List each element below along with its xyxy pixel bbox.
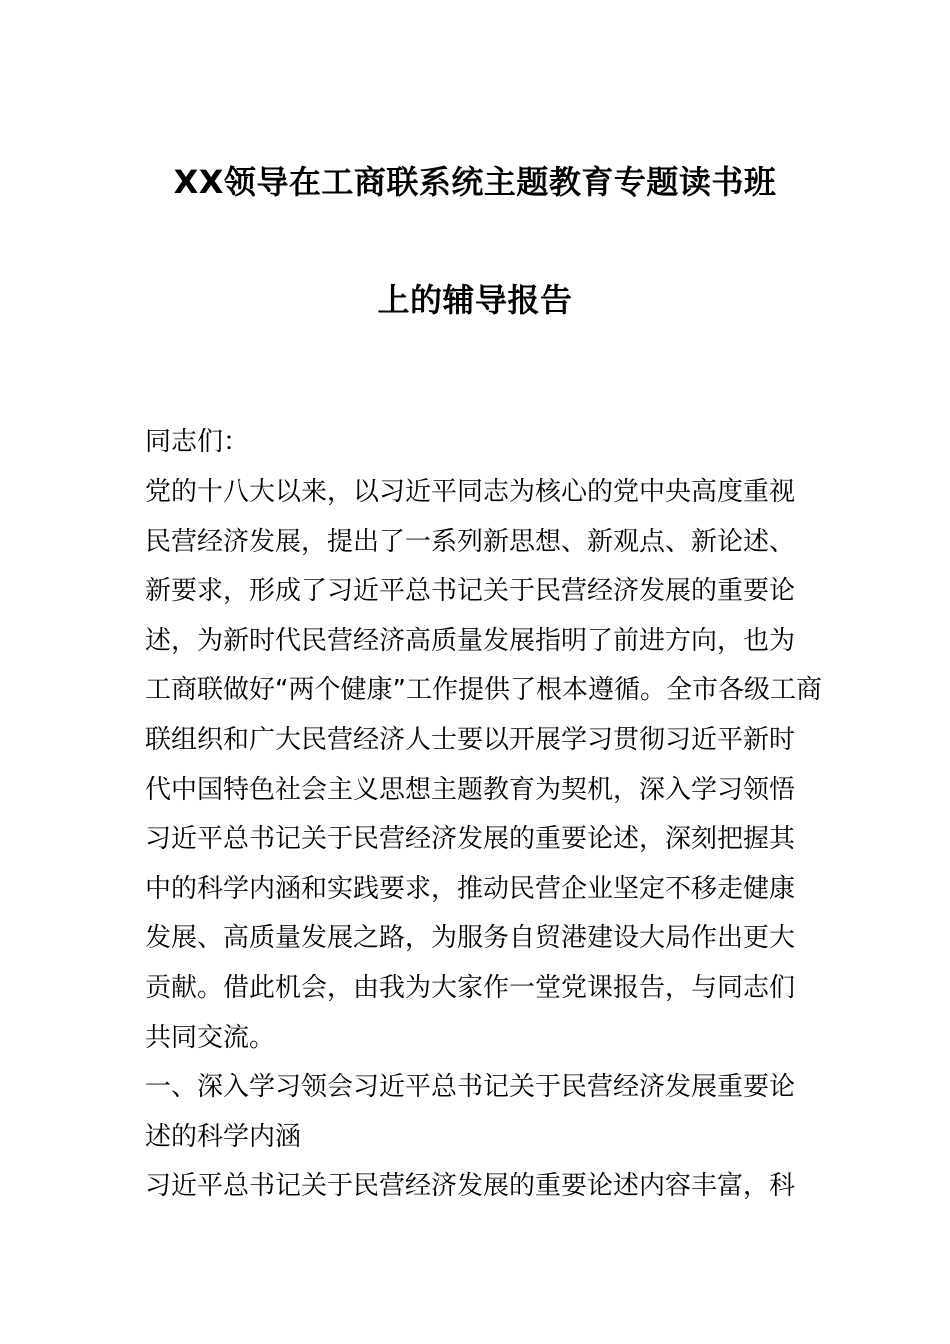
body-line: 述，为新时代民营经济高质量发展指明了前进方向，也为: [145, 625, 796, 656]
salutation: 同志们：: [145, 427, 250, 457]
document-title-line-2: 上的辅导报告: [377, 281, 573, 319]
body-line: 代中国特色社会主义思想主题教育为契机，深入学习领悟: [145, 774, 796, 805]
body-line: 贡献。借此机会，由我为大家作一堂党课报告，与同志们: [145, 972, 796, 1003]
section-heading-line: 一、深入学习领会习近平总书记关于民营经济发展重要论: [145, 1072, 796, 1103]
body-line: 共同交流。: [145, 1022, 276, 1053]
section-heading-line: 述的科学内涵: [145, 1121, 302, 1152]
body-line: 习近平总书记关于民营经济发展的重要论述，深刻把握其: [145, 824, 796, 855]
body-line: 发展、高质量发展之路，为服务自贸港建设大局作出更大: [145, 923, 796, 954]
body-line: 工商联做好“两个健康”工作提供了根本遵循。全市各级工商: [145, 675, 822, 706]
document-title-line-1: XX领导在工商联系统主题教育专题读书班: [173, 163, 777, 201]
body-line: 中的科学内涵和实践要求，推动民营企业坚定不移走健康: [145, 873, 796, 904]
body-line: 联组织和广大民营经济人士要以开展学习贯彻习近平新时: [145, 724, 796, 755]
body-line: 习近平总书记关于民营经济发展的重要论述内容丰富，科: [145, 1171, 796, 1202]
body-line: 新要求，形成了习近平总书记关于民营经济发展的重要论: [145, 576, 796, 607]
body-text: [145, 468, 822, 1212]
body-line: 民营经济发展，提出了一系列新思想、新观点、新论述、: [145, 526, 796, 557]
body-line: 党的十八大以来，以习近平同志为核心的党中央高度重视: [145, 477, 796, 507]
